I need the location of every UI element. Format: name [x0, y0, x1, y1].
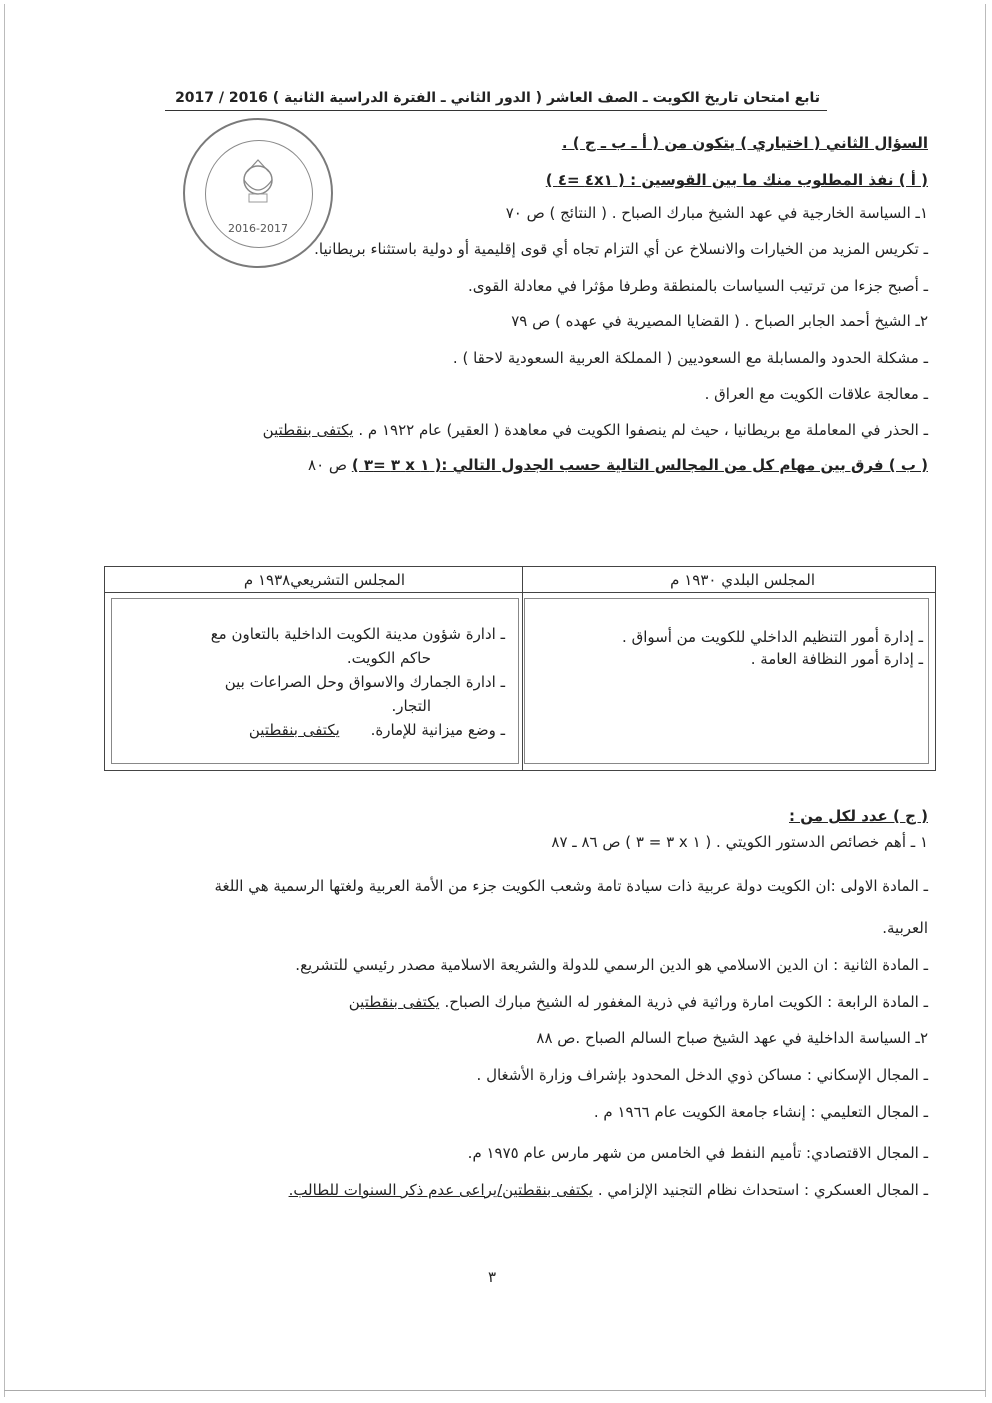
- part-c-item-1-point-b: ـ المادة الثانية : ان الدين الاسلامي هو الدين الرسمي للدولة والشريعة الاسلامية مصدر رئيسي للتشريع.: [295, 956, 928, 974]
- legislative-task-line-3: ـ ادارة الجمارك والاسواق وحل الصراعات بين: [224, 673, 505, 691]
- part-c-item-2-economy: ـ المجال الاقتصادي: تأميم النفط في الخامس من شهر مارس عام ١٩٧٥ م.: [467, 1144, 928, 1162]
- part-c-title: ( ج ) عدد لكل من :: [789, 807, 928, 825]
- exam-header: تابع امتحان تاريخ الكويت ـ الصف العاشر ( الدور الثاني ـ الفترة الدراسية الثانية ) 2016 / 2017: [175, 90, 820, 106]
- question-title: السؤال الثاني ( اختياري ) يتكون من ( أ ـ ب ـ ج ) .: [561, 134, 928, 152]
- page-number: ٣: [488, 1268, 497, 1286]
- part-a-item-2-point-c-text: ـ الحذر في المعاملة مع بريطانيا ، حيث لم ينصفوا الكويت في معاهدة ( العقير) عام ١٩٢٢ م .: [358, 421, 928, 439]
- table-header-divider: [105, 592, 935, 593]
- legislative-task-5-text: ـ وضع ميزانية للإمارة.: [370, 721, 505, 739]
- table-note: يكتفى بنقطتين: [248, 721, 340, 739]
- table-right-cell-box: [524, 598, 929, 764]
- part-c-item-1-point-a-cont: العربية.: [882, 919, 928, 937]
- part-a-item-1-point-b: ـ أصبح جزءا من ترتيب السياسات بالمنطقة وطرفا مؤثرا في معادلة القوى.: [468, 277, 928, 295]
- municipal-task-2: ـ إدارة أمور النظافة العامة .: [750, 650, 923, 668]
- part-b-page-ref: ص ٨٠: [308, 456, 348, 474]
- part-c-item-1-point-c-text: ـ المادة الرابعة : الكويت امارة وراثية في ذرية المغفور له الشيخ مبارك الصباح.: [444, 993, 928, 1011]
- part-c-item-2-note: يكتفى بنقطتين/يراعى عدم ذكر السنوات للطالب.: [288, 1181, 594, 1199]
- part-a-item-2: ٢ـ الشيخ أحمد الجابر الصباح . ( القضايا المصيرية في عهده ) ص ٧٩: [511, 312, 928, 330]
- part-a-title: ( أ ) نفذ المطلوب منك ما بين القوسين : ( ٤x١ =٤ ): [545, 171, 928, 189]
- councils-table: [104, 566, 936, 771]
- part-c-item-1-point-c: [349, 992, 928, 1012]
- part-c-item-2: ٢ـ السياسة الداخلية في عهد الشيخ صباح السالم الصباح .ص ٨٨: [536, 1029, 928, 1047]
- part-c-item-1-point-a: ـ المادة الاولى :ان الكويت دولة عربية ذات سيادة تامة وشعب الكويت جزء من الأمة العربية ولغتها الرسمية هي اللغة: [214, 877, 928, 895]
- part-a-note: يكتفى بنقطتين: [262, 421, 354, 439]
- part-c-item-1-note: يكتفى بنقطتين: [348, 993, 440, 1011]
- legislative-task-line-4: التجار.: [391, 697, 431, 715]
- part-a-item-2-point-b: ـ معالجة علاقات الكويت مع العراق .: [704, 385, 928, 403]
- official-stamp: [183, 118, 333, 268]
- stamp-year: 2016-2017: [228, 222, 288, 235]
- table-header-legislative: المجلس التشريعي١٩٣٨ م: [243, 571, 405, 589]
- municipal-task-1: ـ إدارة أمور التنظيم الداخلي للكويت من أسواق .: [622, 628, 923, 646]
- legislative-task-line-1: ـ ادارة شؤون مدينة الكويت الداخلية بالتعاون مع: [210, 625, 505, 643]
- part-a-item-1: ١ـ السياسة الخارجية في عهد الشيخ مبارك الصباح . ( النتائج ) ص ٧٠: [505, 204, 928, 222]
- part-a-item-1-point-a: ـ تكريس المزيد من الخيارات والانسلاخ عن أي التزام تجاه أي قوى إقليمية أو دولية باستثناء بريطانيا.: [314, 240, 928, 258]
- part-c-item-1: ١ ـ أهم خصائص الدستور الكويتي . ( ١ x ٣ = ٣ ) ص ٨٦ ـ ٨٧: [551, 833, 928, 851]
- part-c-item-2-military: [289, 1180, 928, 1200]
- part-b-heading: [308, 455, 928, 475]
- part-b-title: ( ب ) فرق بين مهام كل من المجالس التالية حسب الجدول التالي :( ١ x ٣ =٣ ): [351, 456, 928, 474]
- part-c-item-2-housing: ـ المجال الإسكاني : مساكن ذوي الدخل المحدود بإشراف وزارة الأشغال .: [476, 1066, 928, 1084]
- legislative-task-line-2: حاكم الكويت.: [346, 649, 431, 667]
- part-a-item-2-point-a: ـ مشكلة الحدود والمسابلة مع السعوديين ( المملكة العربية السعودية لاحقا ) .: [452, 349, 928, 367]
- table-column-divider: [522, 567, 523, 770]
- part-c-item-2-military-text: ـ المجال العسكري : استحداث نظام التجنيد الإلزامي .: [597, 1181, 928, 1199]
- part-c-item-2-education: ـ المجال التعليمي : إنشاء جامعة الكويت عام ١٩٦٦ م .: [593, 1103, 928, 1121]
- part-a-item-2-point-c: [263, 420, 928, 440]
- header-underline: [165, 110, 827, 111]
- bottom-rule: [4, 1390, 986, 1391]
- table-header-municipal: المجلس البلدي ١٩٣٠ م: [670, 571, 815, 589]
- legislative-task-line-5: [249, 718, 505, 742]
